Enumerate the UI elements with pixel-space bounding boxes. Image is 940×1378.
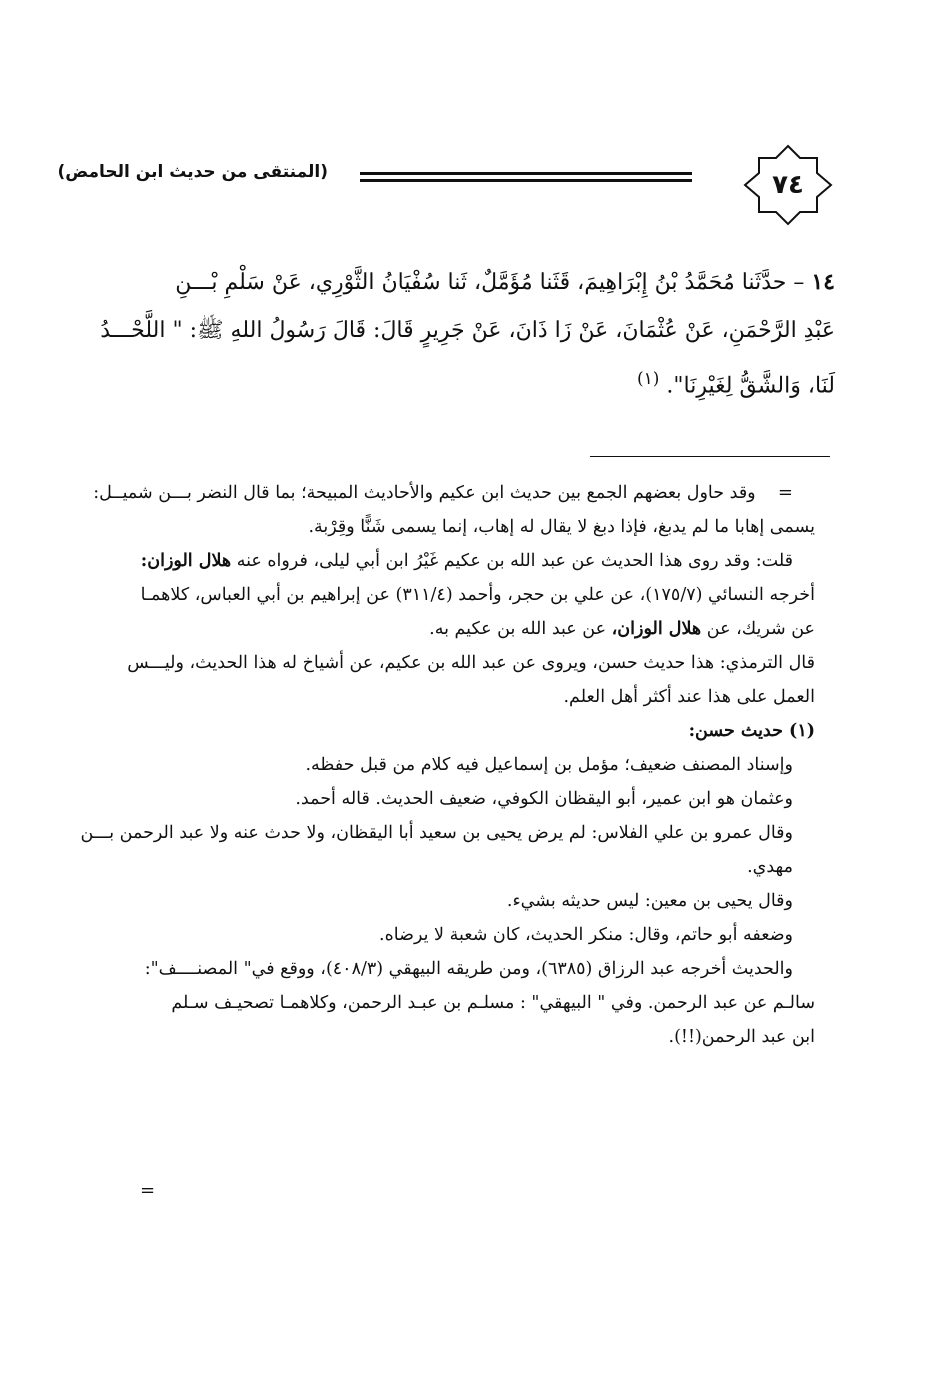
footnote-line: مهدي.: [747, 857, 793, 877]
footnotes-block: [80, 476, 815, 1054]
footnote-text: عن شريك، عن: [706, 619, 815, 639]
footnote-line: وضعفه أبو حاتم، وقال: منكر الحديث، كان شعبة لا يرضاه.: [379, 925, 793, 945]
hadith-dash: –: [793, 270, 805, 295]
hadith-text-block: [85, 258, 835, 410]
header-double-rule: [360, 172, 692, 186]
footnote-line: وإسناد المصنف ضعيف؛ مؤمل بن إسماعيل فيه كلام من قبل حفظه.: [305, 755, 793, 775]
footnote-line: قال الترمذي: هذا حديث حسن، ويروى عن عبد الله بن عكيم، عن أشياخ له هذا الحديث، وليـــس: [127, 653, 815, 673]
footnote-line: العمل على هذا عند أكثر أهل العلم.: [563, 687, 815, 707]
footnote-text: ابن عبد الرحمن(!!).: [668, 1027, 815, 1047]
footnote-line: وعثمان هو ابن عمير، أبو اليقظان الكوفي، ضعيف الحديث. قاله أحمد.: [295, 789, 793, 809]
footnote-bold-text: هلال الوزان:: [140, 551, 232, 571]
page-number: ٧٤: [772, 170, 804, 200]
footnote-line: والحديث أخرجه عبد الرزاق (٦٣٨٥)، ومن طريقه البيهقي (٤٠٨/٣)، ووقع في" المصنــــف":: [144, 959, 793, 979]
footnote-line: [80, 544, 815, 578]
footnote-line: وقال عمرو بن علي الفلاس: لم يرض يحيى بن سعيد أبا اليقظان، ولا حدث عنه ولا عبد الرحمن بـــن: [80, 823, 793, 843]
footnote-line: [80, 612, 815, 646]
hadith-line-1: [85, 258, 835, 307]
footnote-line: [80, 1020, 815, 1054]
footnote-line: [80, 476, 815, 510]
running-header-title: (المنتقى من حديث ابن الحامض): [57, 162, 328, 182]
hadith-line-3-text: لَنَا، وَالشَّقُّ لِغَيْرِنَا".: [666, 373, 835, 399]
footnote-text: عن عبد الله بن عكيم به.: [429, 619, 607, 639]
hadith-line-1-text: حدَّثَنا مُحَمَّدُ بْنُ إِبْرَاهِيمَ، قَثَنا مُؤَمَّلٌ، ثَنا سُفْيَانُ الثَّوْرِي، عَنْ سَلْمِ بْـــنِ: [175, 270, 787, 295]
footnote-text: قلت: وقد روى هذا الحديث عن عبد الله بن عكيم غَيْرُ ابن أبي ليلى، فرواه عنه: [236, 551, 793, 571]
footnote-line: أخرجه النسائي (١٧٥/٧)، عن علي بن حجر، وأحمد (٣١١/٤) عن إبراهيم بن أبي العباس، كلاهمـا: [140, 585, 815, 605]
footnote-line: يسمى إهابا ما لم يدبغ، فإذا دبغ لا يقال له إهاب، إنما يسمى شَنًّا وقِرْبة.: [308, 517, 815, 537]
footnote-line: سالـم عن عبد الرحمن. وفي " البيهقي" : مسلـم بن عبـد الرحمن، وكلاهمـا تصحيـف سـلم: [171, 993, 815, 1013]
footnote-line: وقال يحيى بن معين: ليس حديثه بشيء.: [506, 891, 793, 911]
continuation-mark: =: [777, 482, 793, 503]
hadith-line-3: [85, 355, 835, 410]
hadith-number: ١٤: [811, 269, 835, 295]
hadith-line-2: عَبْدِ الرَّحْمَنِ، عَنْ عُثْمَانَ، عَنْ زَا ذَانَ، عَنْ جَرِيرٍ قَالَ: قَالَ رَسُولُ اللهِ ﷺ: " اللَّحْـــدُ: [100, 318, 835, 343]
footnote-heading: (١) حديث حسن:: [688, 721, 815, 741]
page-number-badge: [741, 142, 835, 228]
footnote-reference: (١): [637, 369, 660, 389]
footnote-divider: [590, 456, 830, 457]
footnote-text: وقد حاول بعضهم الجمع بين حديث ابن عكيم والأحاديث المبيحة؛ بما قال النضر بـــن شميــل:: [93, 483, 756, 503]
footnote-bold-text: هلال الوزان،: [611, 619, 702, 639]
continuation-mark-end: =: [140, 1180, 156, 1201]
